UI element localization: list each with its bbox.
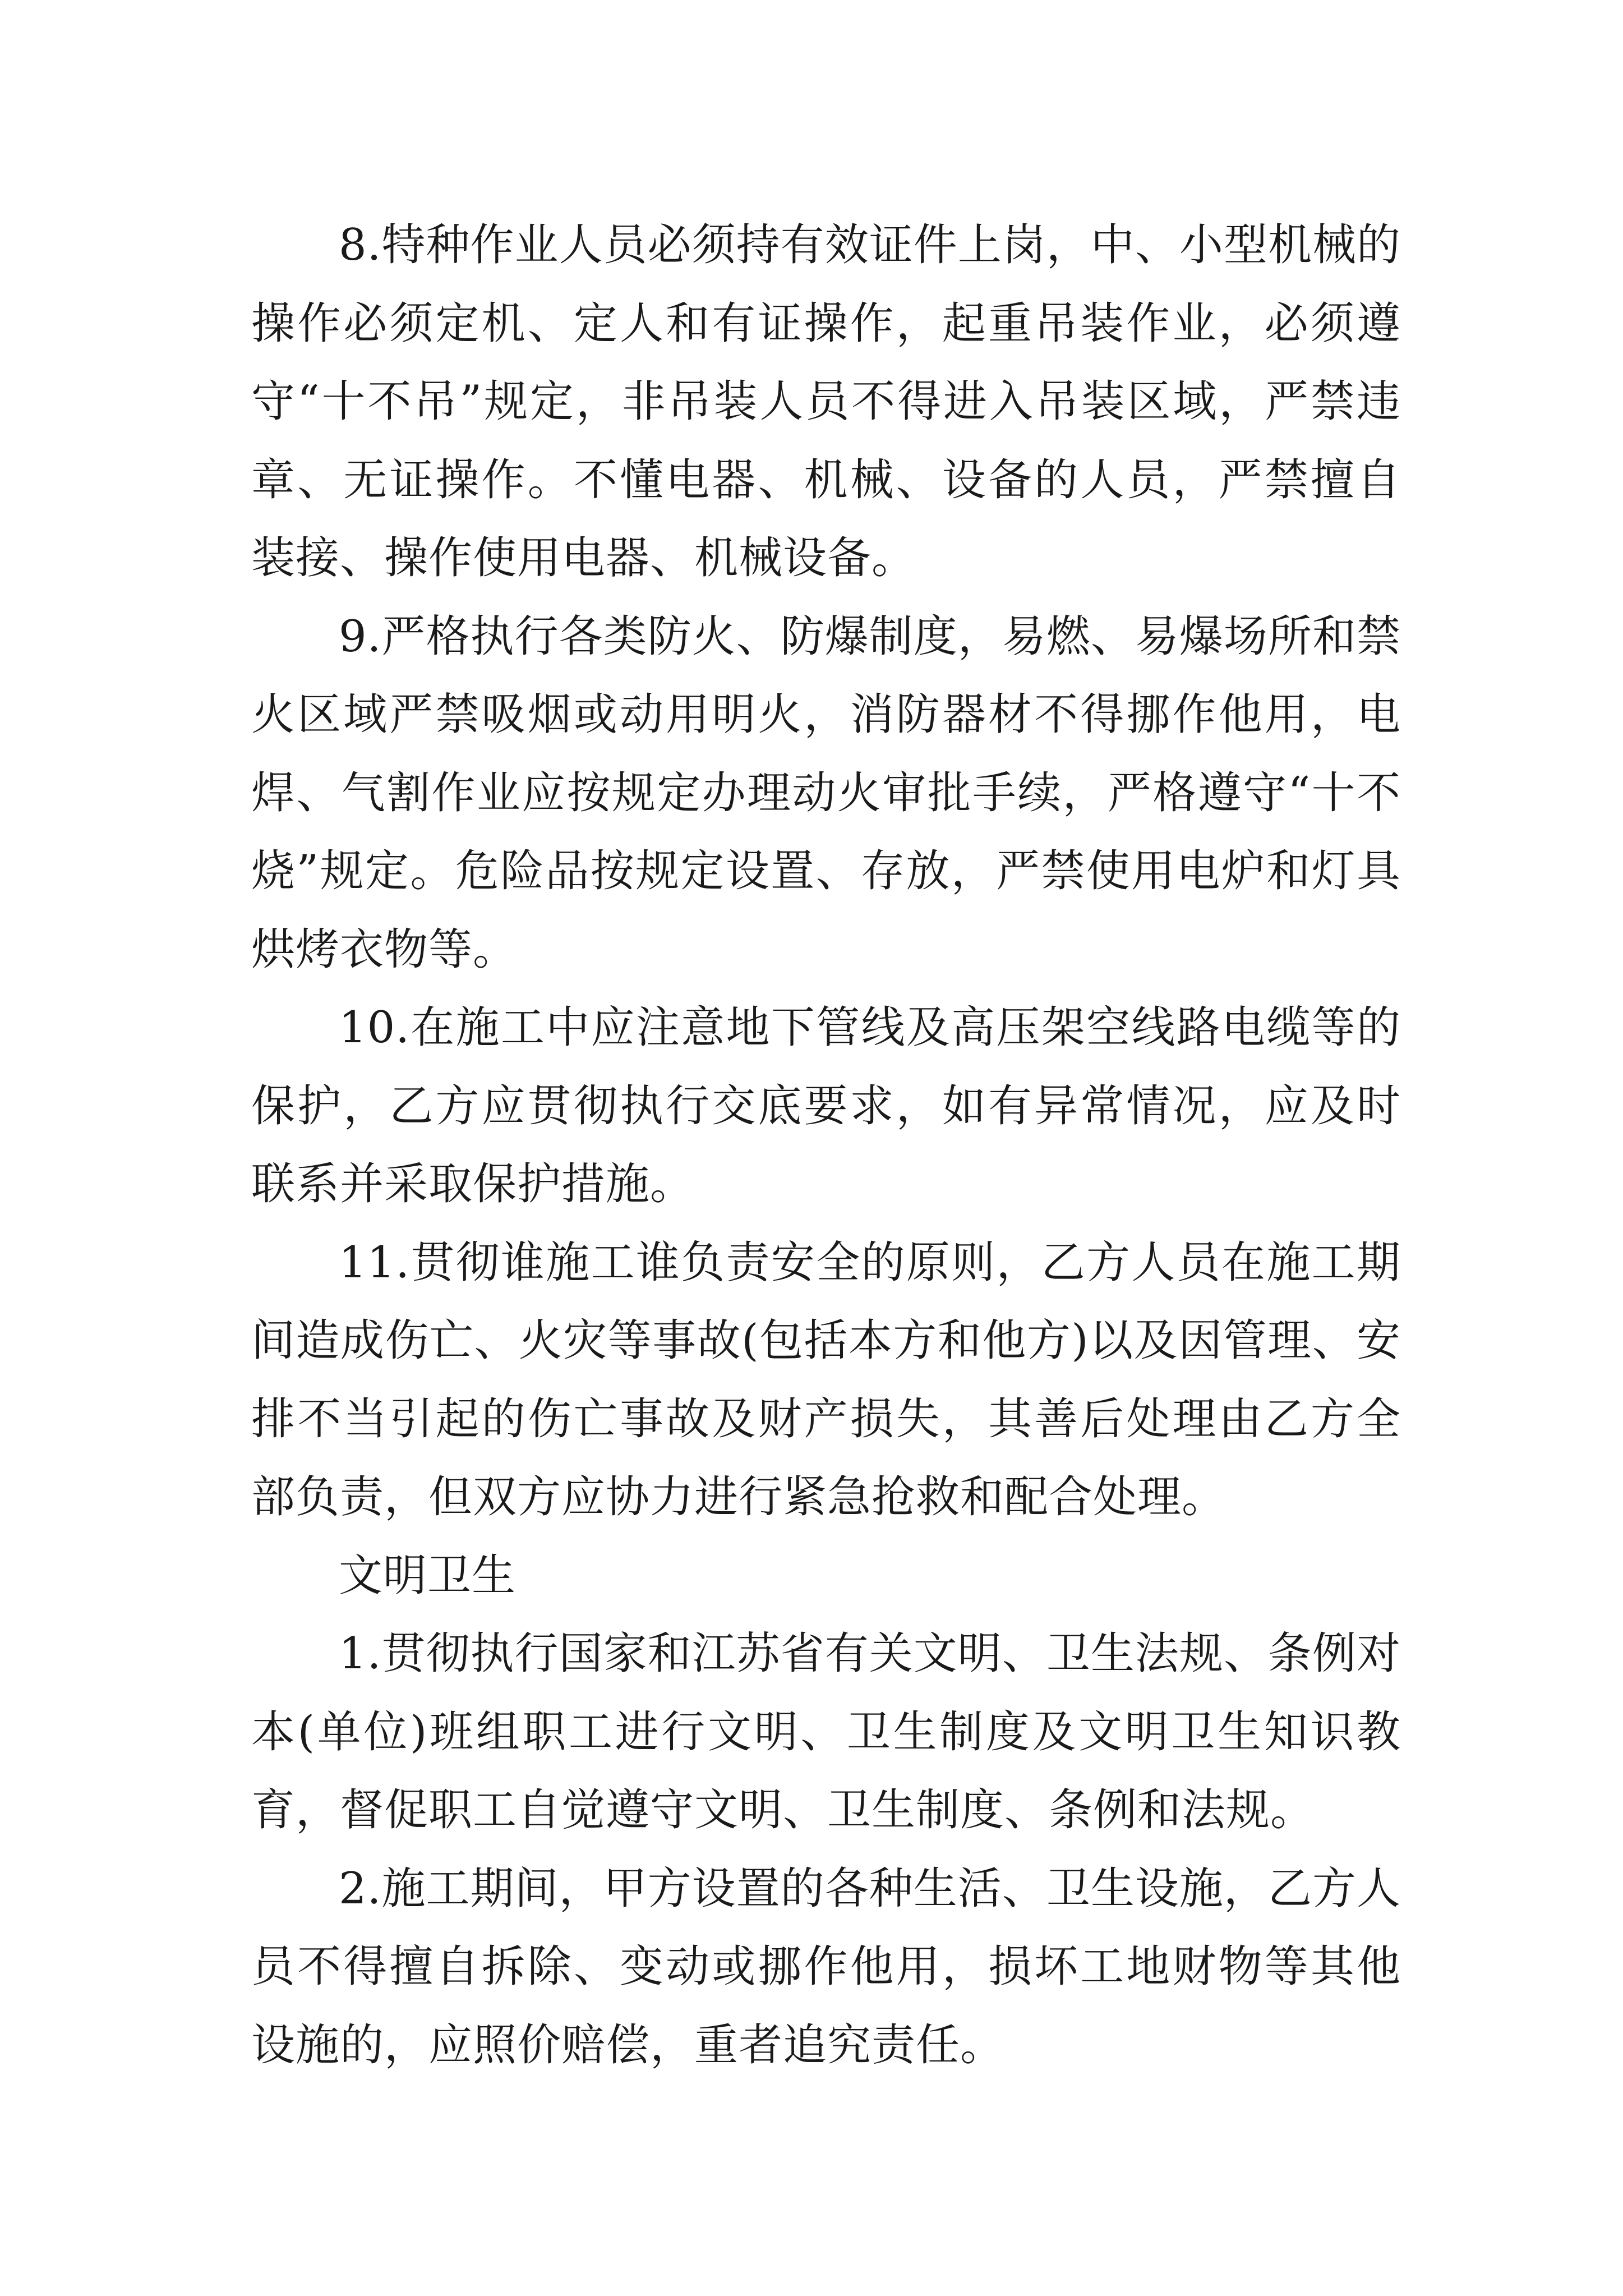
paragraph-item-1: 1.贯彻执行国家和江苏省有关文明、卫生法规、条例对本(单位)班组职工进行文明、卫生制度及文明卫生知识教育，督促职工自觉遵守文明、卫生制度、条例和法规。 [251,1628,1401,1835]
paragraph-item-11: 11.贯彻谁施工谁负责安全的原则，乙方人员在施工期间造成伤亡、火灾等事故(包括本方和他方)以及因管理、安排不当引起的伤亡事故及财产损失，其善后处理由乙方全部负责，但双方应协力进行紧急抢救和配合处理。 [251,1237,1401,1522]
section-heading: 文明卫生 [339,1550,517,1601]
paragraph-item-10: 10.在施工中应注意地下管线及高压架空线路电缆等的保护，乙方应贯彻执行交底要求，如有异常情况，应及时联系并采取保护措施。 [251,1002,1401,1209]
paragraph-item-2: 2.施工期间，甲方设置的各种生活、卫生设施，乙方人员不得擅自拆除、变动或挪作他用，损坏工地财物等其他设施的，应照价赔偿，重者追究责任。 [251,1863,1401,2070]
document-body [251,206,1401,2085]
paragraph-item-9: 9.严格执行各类防火、防爆制度，易燃、易爆场所和禁火区域严禁吸烟或动用明火，消防器材不得挪作他用，电焊、气割作业应按规定办理动火审批手续，严格遵守“十不烧”规定。危险品按规定设置、存放，严禁使用电炉和灯具烘烤衣物等。 [251,611,1401,975]
paragraph-item-8: 8.特种作业人员必须持有效证件上岗，中、小型机械的操作必须定机、定人和有证操作，起重吊装作业，必须遵守“十不吊”规定，非吊装人员不得进入吊装区域，严禁违章、无证操作。不懂电器、机械、设备的人员，严禁擅自装接、操作使用电器、机械设备。 [251,220,1401,583]
